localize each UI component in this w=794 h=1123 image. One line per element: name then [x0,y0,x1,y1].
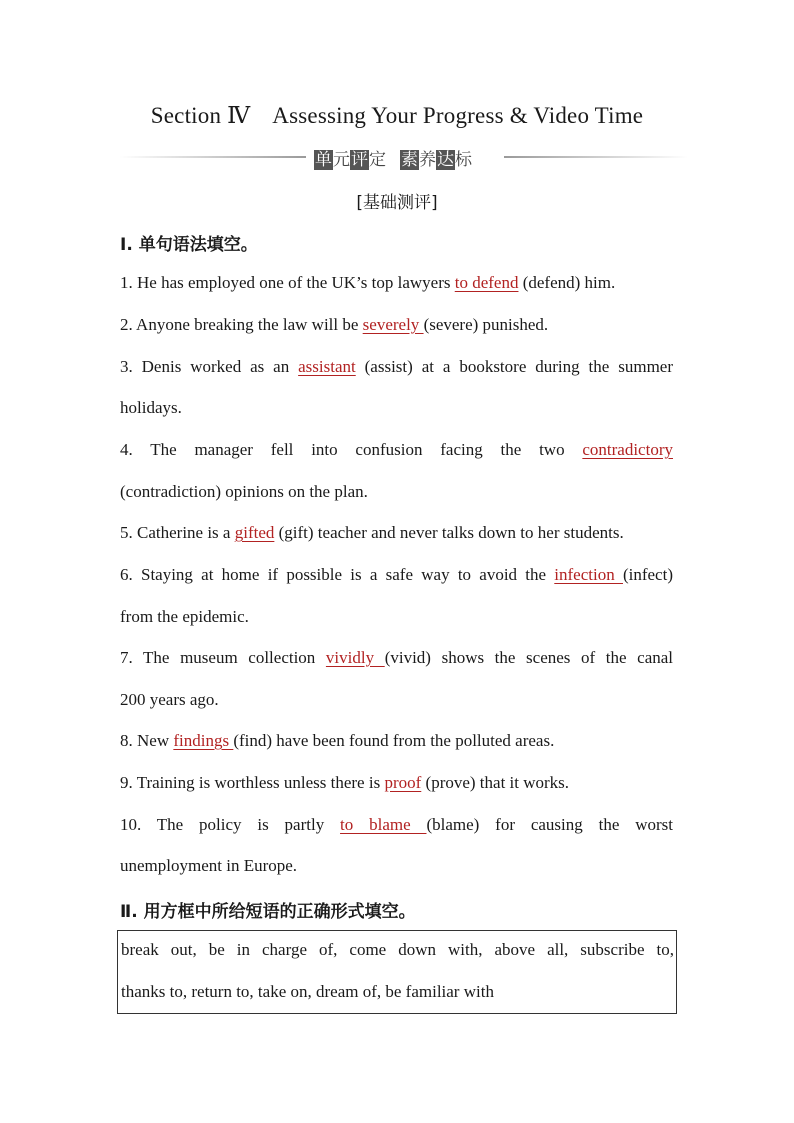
question-5: 5. Catherine is a gifted (gift) teacher and never talks down to her students. [120,523,624,542]
sub-heading: [基础测评] [356,193,438,213]
question-6-continued: from the epidemic. [120,607,249,626]
answer-5: gifted [234,523,275,542]
question-6: 6. Staying at home if possible is a safe way to avoid the infection (infect) [120,565,673,584]
answer-6: infection [554,565,623,584]
banner-char: 元 [333,150,350,170]
question-9: 9. Training is worthless unless there is proof (prove) that it works. [120,773,570,792]
section-number: Section Ⅳ [150,103,251,128]
question-10: 10. The policy is partly to blame (blame) for causing the worst [120,815,673,834]
banner-divider-right [504,156,688,158]
banner-char-boxed: 达 [437,150,454,170]
question-3: 3. Denis worked as an assistant (assist) at a bookstore during the summer [120,357,673,376]
banner-char: 养 [419,150,436,170]
question-4: 4. The manager fell into confusion facing the two contradictory [120,440,673,459]
banner-char-boxed: 评 [351,150,368,170]
phrase-box [117,930,677,1014]
phrase-box-line-2: thanks to, return to, take on, dream of, be familiar with [121,982,494,1001]
question-1: 1. He has employed one of the UK’s top lawyers to defend (defend) him. [120,273,616,292]
banner-divider-left [120,156,306,158]
answer-10: to blame [340,815,427,834]
banner-char-boxed: 素 [401,150,418,170]
page-title [0,103,794,129]
banner-char: 定 [369,150,386,170]
banner-char-boxed: 单 [315,150,332,170]
question-3-continued: holidays. [120,398,182,417]
question-8: 8. New findings (find) have been found from the polluted areas. [120,731,555,750]
question-2: 2. Anyone breaking the law will be severely (severe) punished. [120,315,549,334]
section-banner [120,145,688,169]
banner-text [314,145,494,169]
answer-4: contradictory [582,440,673,459]
section-subtitle: Assessing Your Progress & Video Time [272,103,644,128]
answer-1: to defend [454,273,519,292]
answer-9: proof [384,773,422,792]
question-10-continued: unemployment in Europe. [120,856,298,875]
question-4-continued: (contradiction) opinions on the plan. [120,482,368,501]
answer-8: findings [173,731,234,750]
answer-2: severely [362,315,424,334]
answer-3: assistant [298,357,356,376]
part2-heading: Ⅱ. 用方框中所给短语的正确形式填空。 [120,902,416,922]
question-7: 7. The museum collection vividly (vivid) shows the scenes of the canal [120,648,674,667]
banner-char: 标 [455,150,472,170]
question-7-continued: 200 years ago. [120,690,219,709]
phrase-box-line-1: break out, be in charge of, come down with, above all, subscribe to, [121,940,674,959]
part1-heading: Ⅰ. 单句语法填空。 [120,235,258,255]
answer-7: vividly [325,648,385,667]
